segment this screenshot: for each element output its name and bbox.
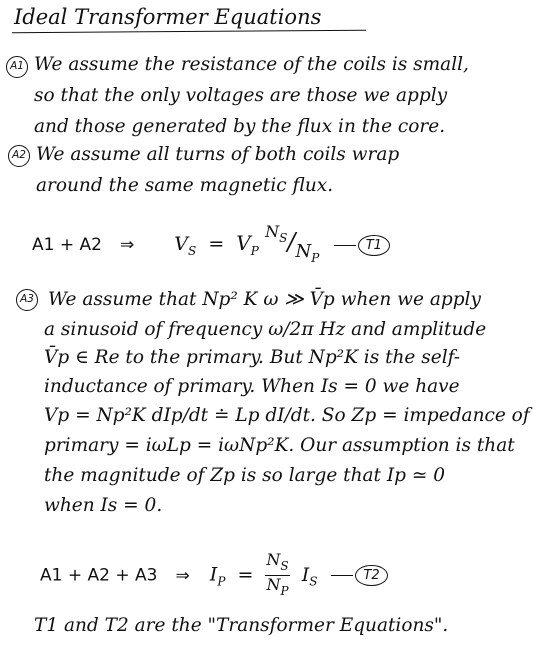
assumption-marker-a1: A1 (6, 56, 28, 78)
eq-t2-equals: = (237, 563, 254, 586)
title-underline (12, 30, 366, 33)
eq-t2-ns-sub: S (280, 559, 289, 573)
eq-t1-ns: N (265, 222, 280, 241)
eq-t2-is-sub: S (309, 574, 318, 589)
eq-t2-ip: I (209, 563, 218, 586)
a2-line-1: We assume all turns of both coils wrap (36, 144, 400, 165)
a3-line-3: V̄p ∈ Re to the primary. But Np²K is the self- (44, 347, 461, 368)
eq-t1-lhs: A1 + A2 (32, 235, 102, 255)
eq-t1-vp: V (236, 231, 251, 255)
a3-line-2: a sinusoid of frequency ω/2π Hz and amplitude (44, 319, 487, 340)
eq-t2-is: I (301, 563, 310, 586)
equation-tag-t1: T1 (358, 235, 390, 256)
a2-line-2: around the same magnetic flux. (36, 175, 334, 196)
eq-t1-equals: = (208, 233, 225, 255)
eq-t1-vs: V (174, 233, 189, 255)
footer-note: T1 and T2 are the "Transformer Equations". (34, 615, 449, 636)
eq-t1-ns-sub: S (279, 231, 288, 245)
eq-t2-arrow: ⇒ (175, 565, 190, 586)
eq-t2-ip-sub: P (217, 574, 226, 589)
equation-t2 (40, 551, 388, 600)
eq-t1-vs-sub: S (188, 244, 197, 258)
equation-t1 (32, 222, 390, 265)
equation-tag-t2: T2 (355, 565, 387, 586)
a3-line-1: We assume that Np² K ω ≫ V̄p when we apply (48, 289, 481, 310)
eq-t1-arrow: ⇒ (120, 235, 135, 255)
page-title: Ideal Transformer Equations (14, 5, 322, 29)
a3-line-4: inductance of primary. When Is = 0 we have (44, 376, 460, 397)
eq-t1-np-sub: P (311, 251, 320, 265)
eq-t2-lhs: A1 + A2 + A3 (40, 565, 158, 586)
eq-t1-tag-dash (334, 245, 356, 246)
assumption-marker-a2: A2 (8, 145, 30, 167)
eq-t2-ns: N (266, 550, 281, 569)
a1-line-3: and those generated by the flux in the core. (34, 116, 446, 137)
eq-t2-ratio (265, 551, 289, 600)
assumption-marker-a3: A3 (16, 289, 38, 311)
a1-line-2: so that the only voltages are those we apply (34, 85, 448, 106)
a3-line-7: the magnitude of Zp is so large that Ip ≃ 0 (44, 465, 446, 486)
eq-t1-vp-sub: P (250, 244, 259, 258)
eq-t2-np: N (266, 575, 281, 594)
a3-line-6: primary = iωLp = iωNp²K. Our assumption is that (44, 435, 515, 456)
eq-t1-np: N (295, 241, 312, 262)
eq-t1-slash: / (287, 228, 296, 256)
eq-t2-tag-dash (331, 575, 353, 576)
a3-line-5: Vp = Np²K dIp/dt ≐ Lp dI/dt. So Zp = impedance of (44, 405, 530, 426)
eq-t2-np-sub: P (280, 584, 289, 598)
a3-line-8: when Is = 0. (44, 495, 163, 516)
eq-t1-ratio (236, 222, 325, 265)
a1-line-1: We assume the resistance of the coils is small, (34, 54, 469, 75)
